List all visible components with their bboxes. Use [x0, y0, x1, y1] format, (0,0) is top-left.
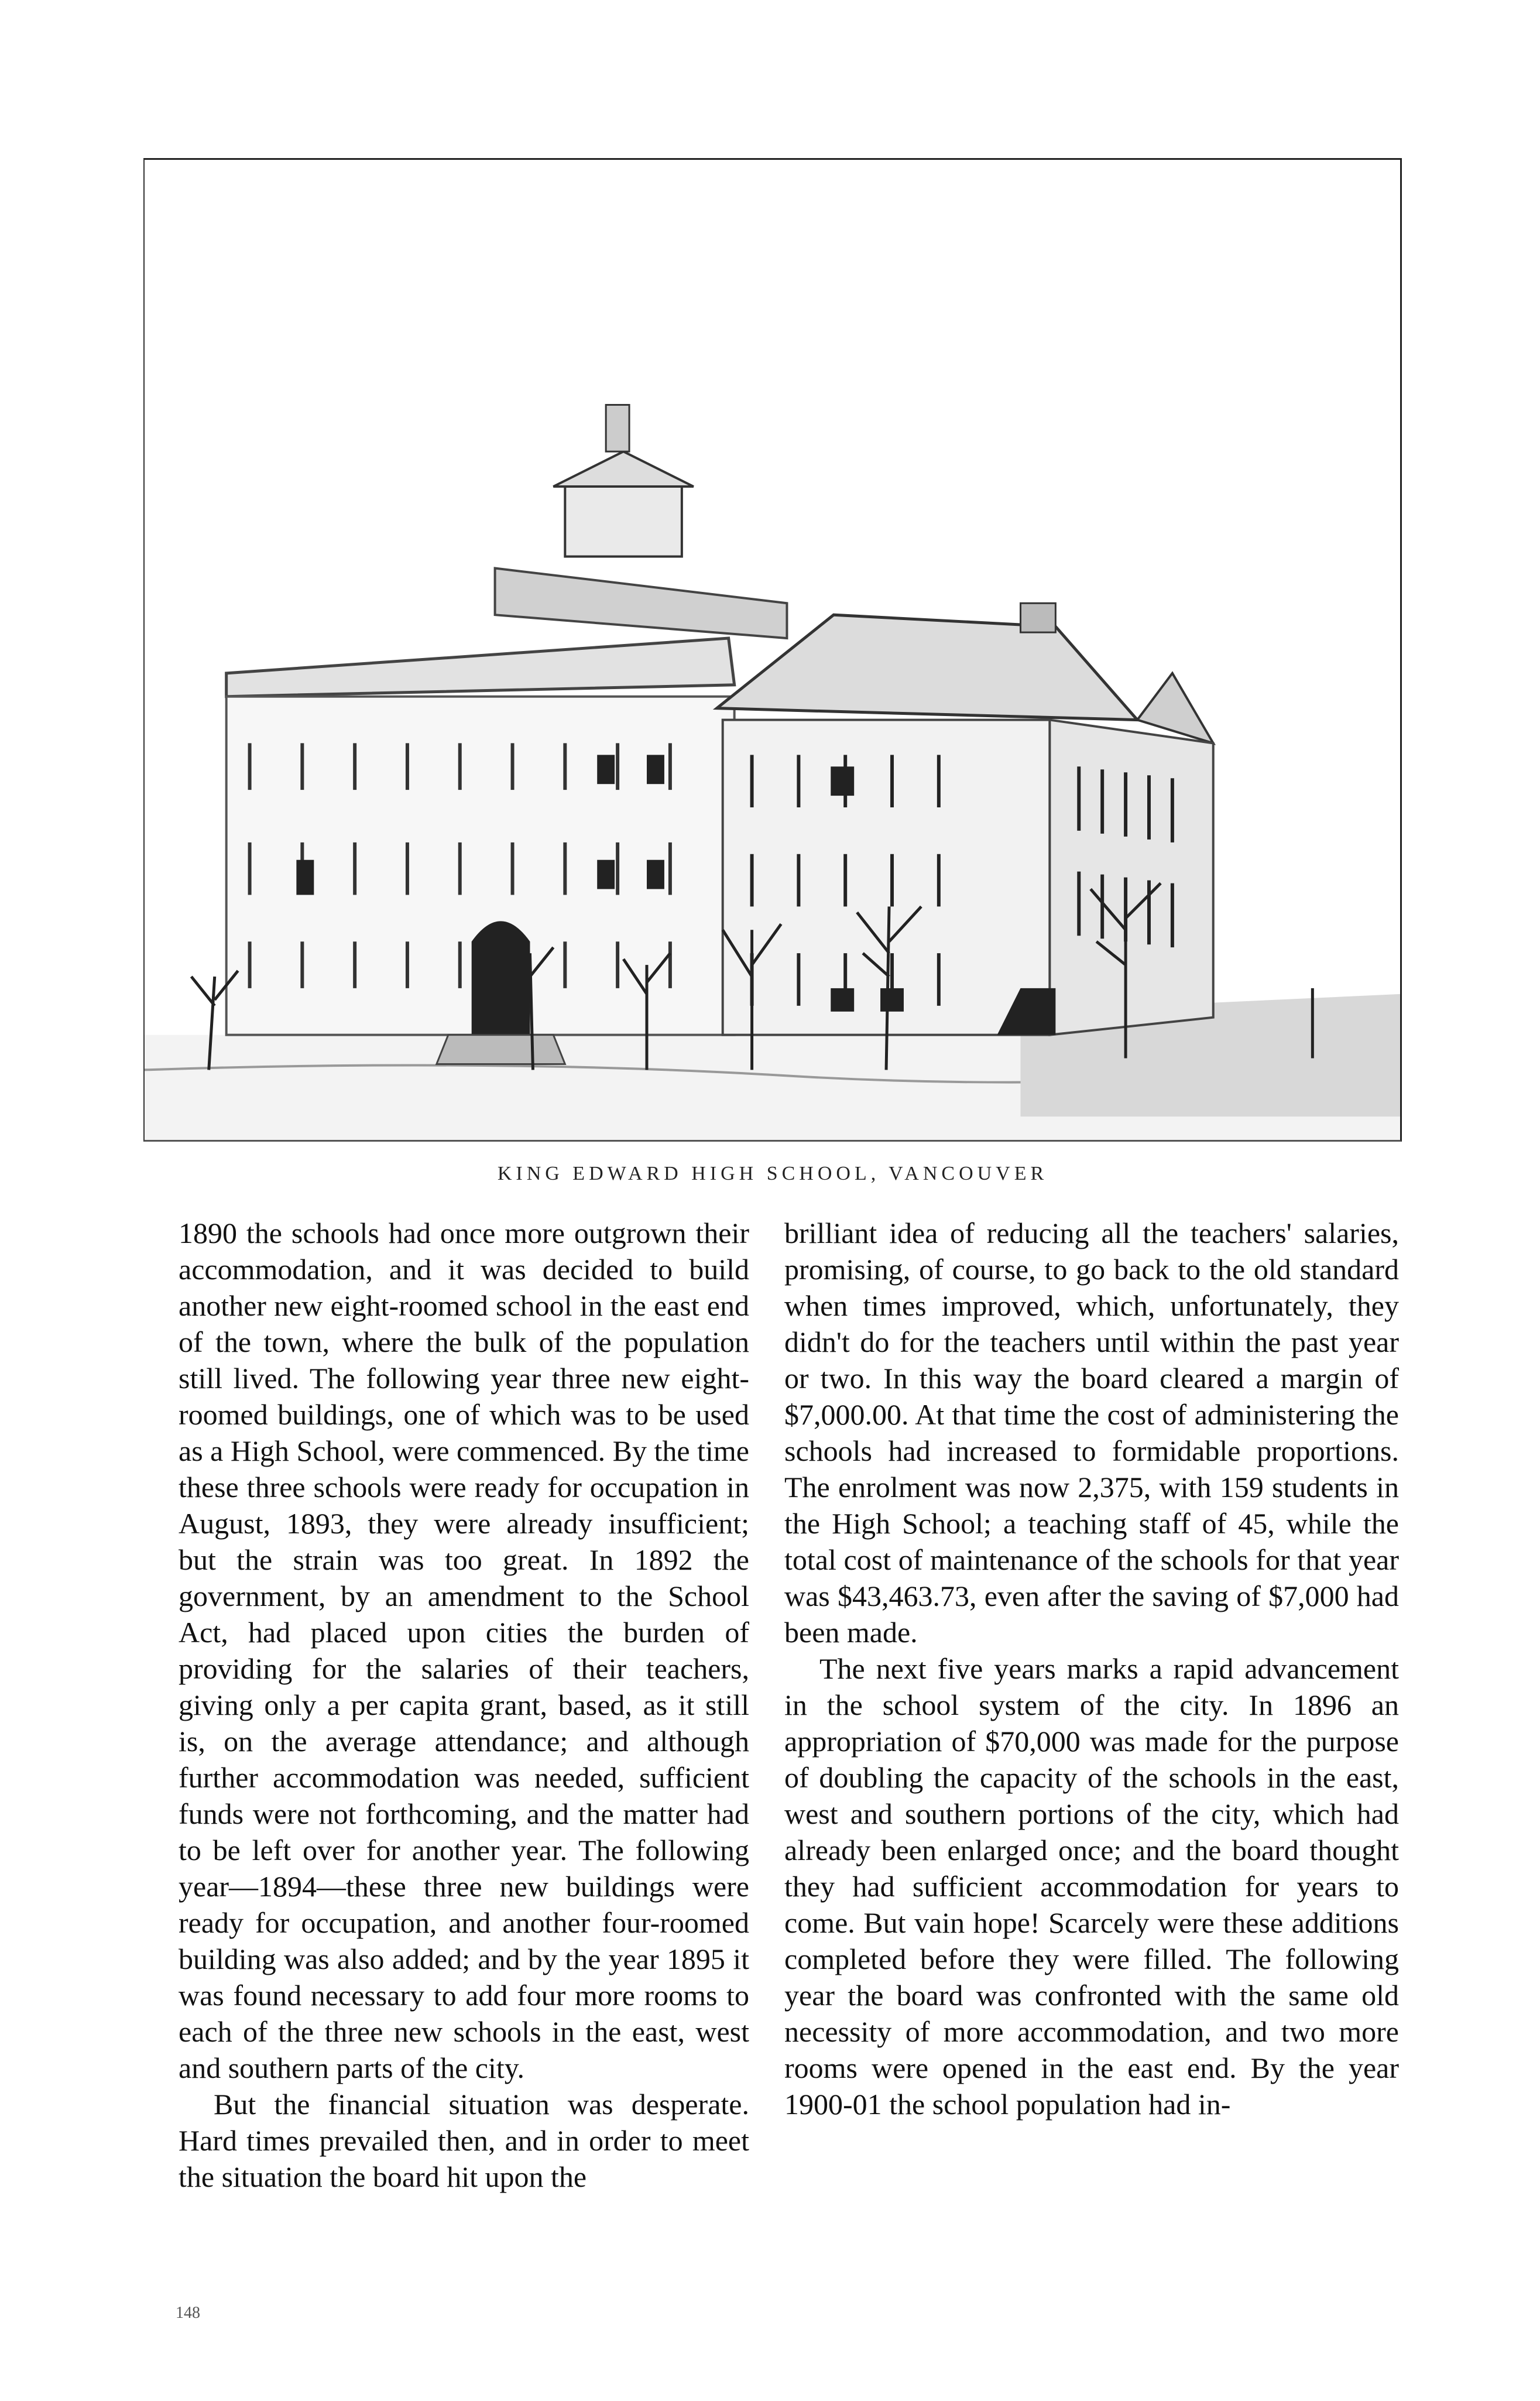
school-photograph	[143, 158, 1402, 1142]
school-building-illustration	[145, 160, 1400, 1140]
paragraph: 1890 the schools had once more outgrown their accommodation, and it was decided to build another new eight-roomed school in the east end of the town, where the bulk of the population still lived. The following year three new eight-roomed buildings, one of which was to be used as a High School, were commenced. By the time these three schools were ready for occupation in August, 1893, they were already insufficient; but the strain was too great. In 1892 the government, by an amendment to the School Act, had placed upon cities the burden of providing for the salaries of their teachers, giving only a per capita grant, based, as it still is, on the average attendance; and although further accommodation was needed, sufficient funds were not forthcoming, and the matter had to be left over for another year. The following year—1894—these three new buildings were ready for occupation, and another four-roomed building was also added; and by the year 1895 it was found necessary to add four more rooms to each of the three new schools in the east, west and southern parts of the city.	[179, 1217, 749, 2084]
paragraph: brilliant idea of reducing all the teachers' salaries, promising, of course, to go back to the old standard when times improved, which, unfortunately, they didn't do for the teachers until within the past year or two. In this way the board cleared a margin of $7,000.00. At that time the cost of administering the schools had increased to formidable proportions. The enrolment was now 2,375, with 159 students in the High School; a teaching staff of 45, while the total cost of maintenance of the schools for that year was $43,463.73, even after the saving of $7,000 had been made.	[784, 1217, 1399, 1649]
page-number: 148	[176, 2304, 200, 2322]
figure-caption: KING EDWARD HIGH SCHOOL, VANCOUVER	[497, 1163, 1048, 1184]
paragraph: The next five years marks a rapid advancement in the school system of the city. In 1896 an appropriation of $70,000 was made for the purpose of doubling the capacity of the schools in the east, west and southern portions of the city, which had already been enlarged once; and the board thought they had sufficient accommodation for years to come. But vain hope! Scarcely were these additions completed before they were filled. The following year the board was confronted with the same old necessity of more accommodation, and two more rooms were opened in the east end. By the year 1900-01 the school population had in-	[784, 1652, 1399, 2121]
right-text-column	[784, 1215, 1399, 2122]
left-text-column	[179, 1215, 749, 2195]
paragraph: But the financial situation was desperate. Hard times prevailed then, and in order to meet the situation the board hit upon the	[179, 2088, 749, 2193]
